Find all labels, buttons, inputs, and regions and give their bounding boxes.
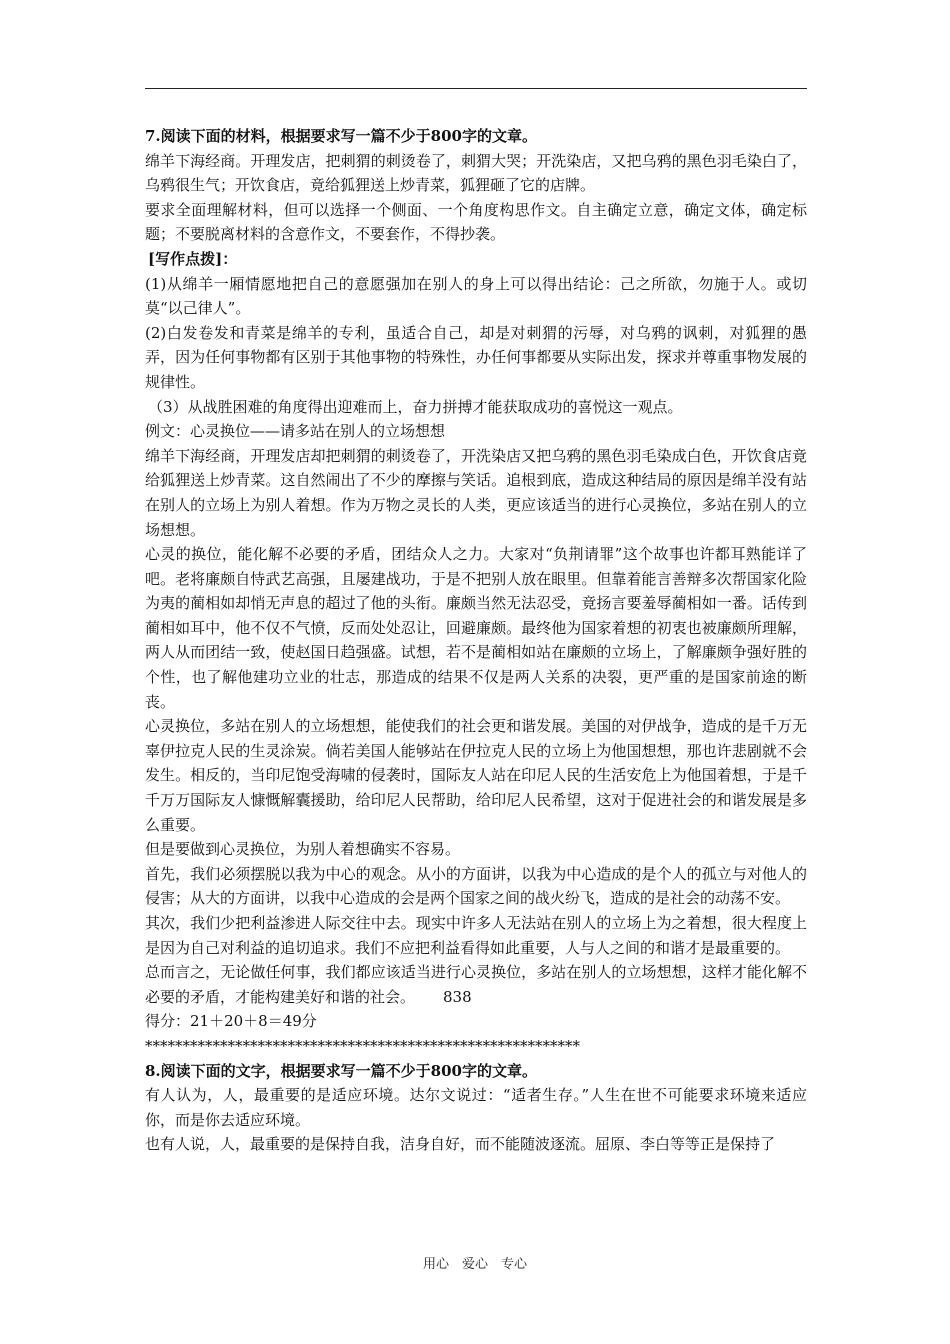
question-8-paragraph-2: 也有人说，人，最重要的是保持自我，洁身自好，而不能随波逐流。屈原、李白等等正是保持了 xyxy=(145,1135,776,1154)
essay-paragraph-5: 首先，我们必须摆脱以我为中心的观念。从小的方面讲，以我为中心造成的是个人的孤立与对他人的侵害；从大的方面讲，以我中心造成的会是两个国家之间的战火纷飞，造成的是社会的动荡不安。 xyxy=(145,864,807,908)
essay-paragraph-4: 但是要做到心灵换位，为别人着想确实不容易。 xyxy=(145,840,461,859)
essay-paragraph-6: 其次，我们少把利益渗进人际交往中去。现实中许多人无法站在别人的立场上为之着想，很大程度上是因为自己对利益的追切追求。我们不应把利益看得如此重要，人与人之间的和谐才是最重要的。 xyxy=(145,914,807,957)
score-line: 得分：21＋20＋8＝49分 xyxy=(145,1012,317,1031)
question-7-material: 绵羊下海经商。开理发店，把刺猬的刺烫卷了，刺猬大哭；开洗染店，又把乌鸦的黑色羽毛染白了，乌鸦很生气；开饮食店，竟给狐狸送上炒青菜，狐狸砸了它的店牌。 xyxy=(145,151,807,195)
essay-paragraph-7 xyxy=(145,960,807,1009)
writing-tip-2: (2)白发卷发和青菜是绵羊的专利，虽适合自己，却是对刺猬的污辱，对乌鸦的讽刺，对狐狸的愚弄，因为任何事物都有区别于其他事物的特殊性，办任何事都要从实际出发，探求并尊重事物发展的规律性。 xyxy=(145,323,807,391)
word-count: 838 xyxy=(443,987,472,1006)
question-8-paragraph-1: 有人认为，人，最重要的是适应环境。达尔文说过：“适者生存。”人生在世不可能要求环境来适应你，而是你去适应环境。 xyxy=(145,1086,807,1129)
writing-tips-heading: [写作点拨]： xyxy=(148,249,238,268)
essay-paragraph-2: 心灵的换位，能化解不必要的矛盾，团结众人之力。大家对“负荆请罪”这个故事也许都耳熟能详了吧。老将廉颇自恃武艺高强，且屡建战功，于是不把别人放在眼里。但靠着能言善辩多次帮国家化险为夷的蔺相如却悄无声息的超过了他的头衔。廉颇当然无法忍受，竟扬言要羞辱蔺相如一番。话传到蔺相如耳中，他不仅不气愤，反而处处忍让，回避廉颇。最终他为国家着想的初衷也被廉颇所理解，两人从而团结一致，使赵国日趋强盛。试想，若不是蔺相如站在廉颇的立场上，了解廉颇争强好胜的个性，也了解他建功立业的壮志，那造成的结果不仅是两人关系的决裂，更严重的是国家前途的断丧。 xyxy=(145,545,807,711)
essay-paragraph-1: 绵羊下海经商，开理发店却把刺猬的刺烫卷了，开洗染店又把乌鸦的黑色羽毛染成白色，开饮食店竟给狐狸送上炒青菜。这自然闹出了不少的摩擦与笑话。追根到底，造成这种结局的原因是绵羊没有站在别人的立场上为别人着想。作为万物之灵长的人类，更应该适当的进行心灵换位，多站在别人的立场想想。 xyxy=(145,446,807,539)
section-separator: ********************************************************** xyxy=(145,1036,580,1055)
header-rule xyxy=(145,88,807,89)
question-7-heading: 7.阅读下面的材料，根据要求写一篇不少于800字的文章。 xyxy=(145,127,537,145)
page-footer: 用心 爱心 专心 xyxy=(422,1257,527,1272)
essay-paragraph-3: 心灵换位，多站在别人的立场想想，能使我们的社会更和谐发展。美国的对伊战争，造成的是千万无辜伊拉克人民的生灵涂炭。倘若美国人能够站在伊拉克人民的立场上为他国想想，那也许悲剧就不会发生。相反的，当印尼饱受海啸的侵袭时，国际友人站在印尼人民的生活安危上为他国着想，于是千千万万国际友人慷慨解囊援助，给印尼人民帮助，给印尼人民希望，这对于促进社会的和谐发展是多么重要。 xyxy=(145,717,807,834)
writing-tip-3: （3）从战胜困难的角度得出迎难而上，奋力拼搏才能获取成功的喜悦这一观点。 xyxy=(148,397,683,416)
writing-tip-1: (1)从绵羊一厢情愿地把自己的意愿强加在别人的身上可以得出结论：己之所欲，勿施于人。或切莫“以己律人”。 xyxy=(145,274,807,318)
essay-paragraph-7-text: 总而言之，无论做任何事，我们都应该适当进行心灵换位，多站在别人的立场想想，这样才能化解不必要的矛盾，才能构建美好和谐的社会。 xyxy=(145,963,807,1006)
example-essay-title: 例文：心灵换位——请多站在别人的立场想想 xyxy=(145,422,446,441)
document-body xyxy=(145,124,807,1157)
question-7-requirement: 要求全面理解材料，但可以选择一个侧面、一个角度构思作文。自主确定立意，确定文体，确定标题；不要脱离材料的含意作文，不要套作，不得抄袭。 xyxy=(145,200,807,244)
question-8-heading: 8.阅读下面的文字，根据要求写一篇不少于800字的文章。 xyxy=(145,1061,537,1080)
